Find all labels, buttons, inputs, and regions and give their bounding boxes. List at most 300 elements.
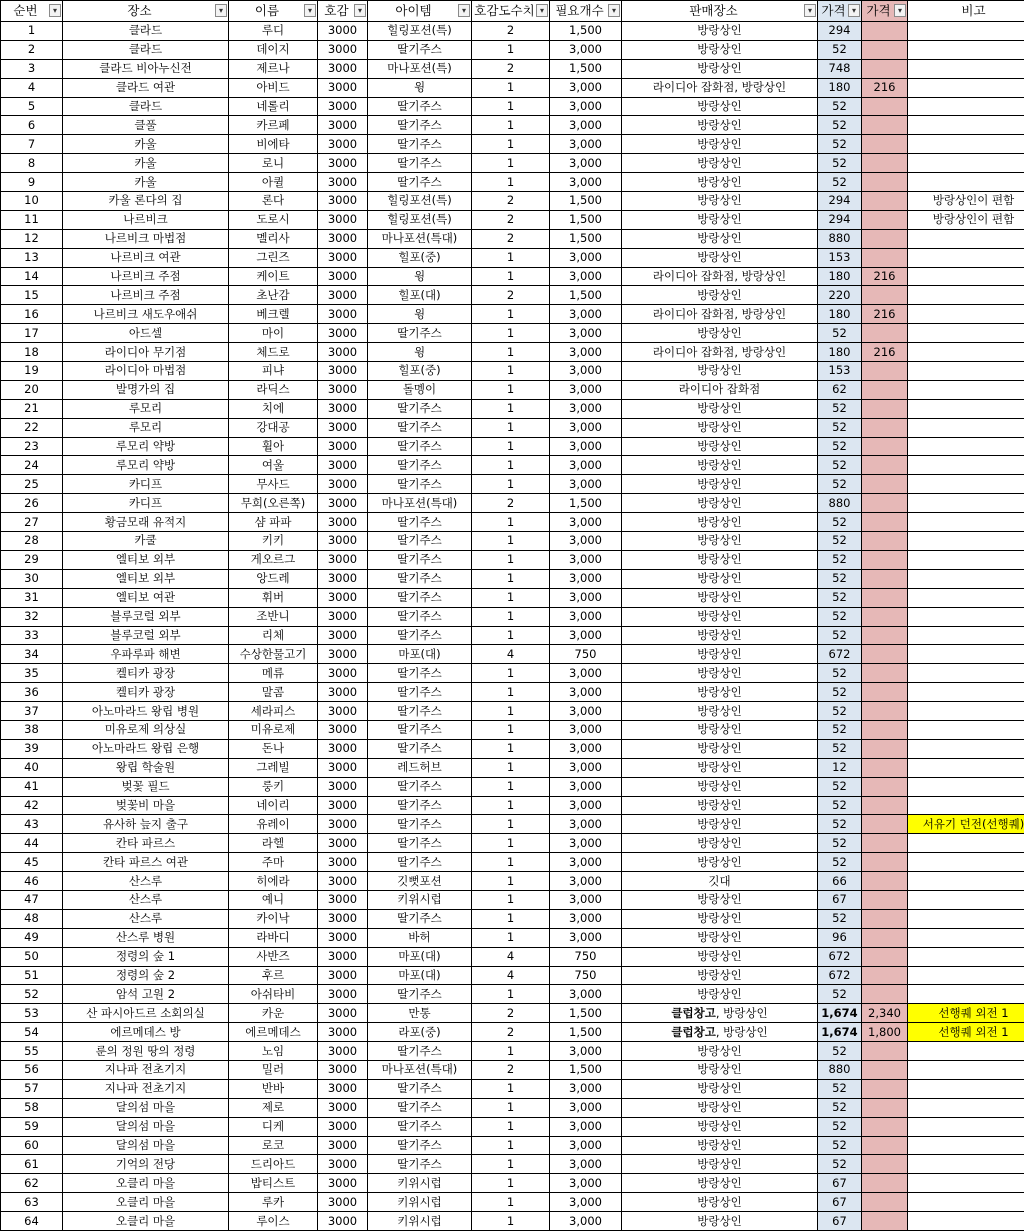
cell-place[interactable]: 정령의 숲 1 [63,947,229,966]
cell-name[interactable]: 리체 [229,626,318,645]
cell-sale-location[interactable]: 방랑상인 [622,437,818,456]
cell-seq[interactable]: 5 [1,97,63,116]
cell-item[interactable]: 마나포션(특대) [368,1060,472,1079]
cell-required-count[interactable]: 3,000 [550,815,622,834]
cell-price-2[interactable] [862,834,908,853]
cell-price-2[interactable] [862,1098,908,1117]
cell-seq[interactable]: 41 [1,777,63,796]
cell-sale-location[interactable]: 방랑상인 [622,626,818,645]
cell-sale-location[interactable]: 라이디아 잡화점 [622,380,818,399]
cell-required-count[interactable]: 1,500 [550,229,622,248]
cell-name[interactable]: 카이낙 [229,909,318,928]
cell-place[interactable]: 나르비크 주점 [63,267,229,286]
cell-seq[interactable]: 13 [1,248,63,267]
cell-item[interactable]: 딸기주스 [368,1155,472,1174]
cell-required-count[interactable]: 3,000 [550,78,622,97]
cell-note[interactable] [908,1155,1024,1174]
cell-note[interactable] [908,22,1024,41]
cell-item[interactable]: 윙 [368,343,472,362]
cell-affinity[interactable]: 3000 [318,985,368,1004]
cell-affinity[interactable]: 3000 [318,1023,368,1042]
cell-price-1[interactable]: 52 [818,475,862,494]
cell-item[interactable]: 힐포(대) [368,286,472,305]
cell-price-2[interactable] [862,1117,908,1136]
cell-price-1[interactable]: 52 [818,1155,862,1174]
cell-note[interactable] [908,683,1024,702]
cell-affinity-value[interactable]: 2 [472,1004,550,1023]
cell-place[interactable]: 나르비크 마법점 [63,229,229,248]
cell-affinity-value[interactable]: 1 [472,532,550,551]
cell-price-2[interactable] [862,116,908,135]
cell-price-2[interactable] [862,380,908,399]
cell-note[interactable] [908,1098,1024,1117]
cell-note[interactable] [908,97,1024,116]
cell-price-2[interactable] [862,40,908,59]
cell-item[interactable]: 힐링포션(특) [368,192,472,211]
cell-sale-location[interactable]: 방랑상인 [622,909,818,928]
cell-required-count[interactable]: 3,000 [550,890,622,909]
cell-seq[interactable]: 46 [1,872,63,891]
cell-price-2[interactable] [862,777,908,796]
cell-sale-location[interactable]: 방랑상인 [622,475,818,494]
cell-affinity[interactable]: 3000 [318,720,368,739]
cell-affinity-value[interactable]: 1 [472,248,550,267]
cell-price-1[interactable]: 52 [818,834,862,853]
cell-price-1[interactable]: 62 [818,380,862,399]
cell-note[interactable] [908,928,1024,947]
cell-place[interactable]: 벚꽃 필드 [63,777,229,796]
cell-price-1[interactable]: 52 [818,777,862,796]
cell-affinity-value[interactable]: 4 [472,645,550,664]
cell-price-1[interactable]: 52 [818,97,862,116]
cell-place[interactable]: 블루코럴 외부 [63,607,229,626]
cell-required-count[interactable]: 3,000 [550,1155,622,1174]
cell-required-count[interactable]: 3,000 [550,513,622,532]
cell-affinity[interactable]: 3000 [318,418,368,437]
cell-seq[interactable]: 39 [1,739,63,758]
cell-affinity[interactable]: 3000 [318,78,368,97]
cell-name[interactable]: 앙드레 [229,569,318,588]
cell-affinity-value[interactable]: 1 [472,758,550,777]
cell-place[interactable]: 나르비크 [63,210,229,229]
cell-required-count[interactable]: 3,000 [550,456,622,475]
cell-affinity-value[interactable]: 1 [472,664,550,683]
cell-name[interactable]: 사반즈 [229,947,318,966]
cell-affinity-value[interactable]: 2 [472,192,550,211]
cell-affinity-value[interactable]: 1 [472,513,550,532]
cell-price-2[interactable] [862,720,908,739]
cell-price-2[interactable] [862,664,908,683]
cell-place[interactable]: 카울 [63,135,229,154]
cell-place[interactable]: 산스루 [63,909,229,928]
cell-name[interactable]: 론다 [229,192,318,211]
cell-seq[interactable]: 38 [1,720,63,739]
cell-sale-location[interactable]: 라이디아 잡화점, 방랑상인 [622,267,818,286]
cell-affinity-value[interactable]: 1 [472,1212,550,1231]
cell-price-1[interactable]: 52 [818,324,862,343]
cell-required-count[interactable]: 3,000 [550,1136,622,1155]
cell-name[interactable]: 에르메데스 [229,1023,318,1042]
cell-required-count[interactable]: 3,000 [550,777,622,796]
cell-sale-location[interactable]: 방랑상인 [622,702,818,721]
cell-item[interactable]: 딸기주스 [368,588,472,607]
cell-required-count[interactable]: 3,000 [550,173,622,192]
cell-price-1[interactable]: 52 [818,1079,862,1098]
cell-affinity[interactable]: 3000 [318,437,368,456]
cell-place[interactable]: 엘티보 외부 [63,550,229,569]
cell-sale-location[interactable]: 방랑상인 [622,1174,818,1193]
cell-note[interactable] [908,513,1024,532]
cell-price-1[interactable]: 52 [818,437,862,456]
cell-note[interactable] [908,645,1024,664]
cell-note[interactable] [908,909,1024,928]
cell-sale-location[interactable]: 방랑상인 [622,1193,818,1212]
cell-note[interactable] [908,1079,1024,1098]
cell-affinity-value[interactable]: 1 [472,456,550,475]
filter-dropdown-icon[interactable]: ▾ [608,4,620,17]
cell-affinity-value[interactable]: 1 [472,683,550,702]
cell-price-1[interactable]: 52 [818,607,862,626]
cell-price-2[interactable] [862,399,908,418]
cell-note[interactable] [908,588,1024,607]
cell-place[interactable]: 카울 [63,154,229,173]
cell-price-2[interactable] [862,1060,908,1079]
cell-affinity[interactable]: 3000 [318,532,368,551]
cell-place[interactable]: 산스루 [63,872,229,891]
cell-place[interactable]: 클라드 여관 [63,78,229,97]
cell-note[interactable] [908,947,1024,966]
cell-required-count[interactable]: 3,000 [550,909,622,928]
cell-price-2[interactable] [862,210,908,229]
cell-price-2[interactable] [862,97,908,116]
cell-seq[interactable]: 34 [1,645,63,664]
filter-dropdown-icon[interactable]: ▾ [354,4,366,17]
cell-affinity-value[interactable]: 1 [472,626,550,645]
cell-note[interactable] [908,1042,1024,1061]
cell-affinity[interactable]: 3000 [318,229,368,248]
cell-affinity[interactable]: 3000 [318,494,368,513]
cell-seq[interactable]: 54 [1,1023,63,1042]
cell-item[interactable]: 라포(중) [368,1023,472,1042]
cell-required-count[interactable]: 3,000 [550,928,622,947]
cell-sale-location[interactable]: 방랑상인 [622,796,818,815]
cell-price-1[interactable]: 52 [818,569,862,588]
cell-affinity-value[interactable]: 1 [472,720,550,739]
cell-item[interactable]: 힐링포션(특) [368,22,472,41]
cell-price-1[interactable]: 52 [818,853,862,872]
cell-price-2[interactable] [862,890,908,909]
cell-price-2[interactable] [862,494,908,513]
cell-item[interactable]: 딸기주스 [368,1136,472,1155]
cell-name[interactable]: 카르페 [229,116,318,135]
cell-name[interactable]: 드리아드 [229,1155,318,1174]
cell-required-count[interactable]: 3,000 [550,758,622,777]
cell-name[interactable]: 주마 [229,853,318,872]
cell-price-1[interactable]: 67 [818,890,862,909]
cell-place[interactable]: 켈티카 광장 [63,664,229,683]
cell-price-1[interactable]: 52 [818,626,862,645]
cell-sale-location[interactable]: 방랑상인 [622,1098,818,1117]
cell-price-2[interactable] [862,1155,908,1174]
cell-sale-location[interactable]: 방랑상인 [622,456,818,475]
cell-sale-location[interactable]: 방랑상인 [622,192,818,211]
cell-sale-location[interactable]: 방랑상인 [622,1155,818,1174]
cell-required-count[interactable]: 3,000 [550,135,622,154]
cell-required-count[interactable]: 3,000 [550,267,622,286]
cell-seq[interactable]: 44 [1,834,63,853]
cell-seq[interactable]: 50 [1,947,63,966]
cell-note[interactable] [908,796,1024,815]
cell-price-2[interactable] [862,532,908,551]
cell-note[interactable] [908,720,1024,739]
cell-seq[interactable]: 43 [1,815,63,834]
cell-note[interactable] [908,343,1024,362]
cell-affinity[interactable]: 3000 [318,947,368,966]
cell-seq[interactable]: 4 [1,78,63,97]
cell-place[interactable]: 루모리 약방 [63,456,229,475]
cell-place[interactable]: 클라드 비아누신전 [63,59,229,78]
cell-place[interactable]: 달의섬 마을 [63,1117,229,1136]
cell-required-count[interactable]: 3,000 [550,418,622,437]
cell-affinity-value[interactable]: 1 [472,796,550,815]
cell-name[interactable]: 네이리 [229,796,318,815]
cell-price-1[interactable]: 52 [818,1136,862,1155]
cell-item[interactable]: 레드허브 [368,758,472,777]
cell-name[interactable]: 휠아 [229,437,318,456]
cell-seq[interactable]: 16 [1,305,63,324]
cell-item[interactable]: 키위시럽 [368,1174,472,1193]
cell-affinity-value[interactable]: 1 [472,853,550,872]
cell-price-1[interactable]: 52 [818,664,862,683]
cell-name[interactable]: 아퀼 [229,173,318,192]
cell-note[interactable] [908,1136,1024,1155]
cell-affinity-value[interactable]: 1 [472,607,550,626]
cell-affinity[interactable]: 3000 [318,248,368,267]
cell-item[interactable]: 딸기주스 [368,985,472,1004]
cell-affinity[interactable]: 3000 [318,40,368,59]
cell-affinity[interactable]: 3000 [318,1098,368,1117]
cell-price-1[interactable]: 67 [818,1212,862,1231]
cell-price-1[interactable]: 180 [818,305,862,324]
cell-place[interactable]: 발명가의 집 [63,380,229,399]
cell-required-count[interactable]: 1,500 [550,22,622,41]
cell-seq[interactable]: 53 [1,1004,63,1023]
cell-seq[interactable]: 27 [1,513,63,532]
cell-price-2[interactable] [862,135,908,154]
cell-sale-location[interactable]: 방랑상인 [622,739,818,758]
cell-note[interactable] [908,59,1024,78]
cell-required-count[interactable]: 3,000 [550,796,622,815]
cell-affinity-value[interactable]: 1 [472,1155,550,1174]
cell-price-2[interactable] [862,815,908,834]
cell-required-count[interactable]: 3,000 [550,324,622,343]
cell-place[interactable]: 황금모래 유적지 [63,513,229,532]
cell-place[interactable]: 오클리 마을 [63,1174,229,1193]
cell-price-1[interactable]: 52 [818,418,862,437]
cell-required-count[interactable]: 3,000 [550,1174,622,1193]
cell-required-count[interactable]: 3,000 [550,1042,622,1061]
cell-item[interactable]: 윙 [368,78,472,97]
cell-place[interactable]: 오클리 마을 [63,1193,229,1212]
cell-item[interactable]: 마나포션(특대) [368,229,472,248]
cell-affinity-value[interactable]: 1 [472,97,550,116]
cell-affinity-value[interactable]: 2 [472,229,550,248]
cell-place[interactable]: 우파루파 해변 [63,645,229,664]
cell-name[interactable]: 무사드 [229,475,318,494]
cell-name[interactable]: 말콤 [229,683,318,702]
cell-name[interactable]: 여울 [229,456,318,475]
cell-name[interactable]: 후르 [229,966,318,985]
cell-price-2[interactable] [862,173,908,192]
cell-place[interactable]: 산스루 [63,890,229,909]
cell-affinity-value[interactable]: 1 [472,569,550,588]
cell-required-count[interactable]: 1,500 [550,1060,622,1079]
cell-sale-location[interactable]: 방랑상인 [622,135,818,154]
cell-required-count[interactable]: 3,000 [550,550,622,569]
cell-name[interactable]: 라딕스 [229,380,318,399]
cell-required-count[interactable]: 3,000 [550,362,622,381]
cell-price-1[interactable]: 52 [818,135,862,154]
cell-affinity[interactable]: 3000 [318,588,368,607]
cell-required-count[interactable]: 3,000 [550,437,622,456]
cell-seq[interactable]: 24 [1,456,63,475]
cell-item[interactable]: 딸기주스 [368,532,472,551]
cell-affinity[interactable]: 3000 [318,305,368,324]
cell-item[interactable]: 딸기주스 [368,739,472,758]
cell-affinity-value[interactable]: 1 [472,324,550,343]
cell-price-2[interactable]: 216 [862,267,908,286]
cell-name[interactable]: 세라피스 [229,702,318,721]
cell-price-2[interactable] [862,22,908,41]
cell-note[interactable] [908,1193,1024,1212]
cell-affinity[interactable]: 3000 [318,890,368,909]
cell-sale-location[interactable]: 방랑상인 [622,569,818,588]
cell-price-2[interactable] [862,758,908,777]
cell-name[interactable]: 카운 [229,1004,318,1023]
cell-name[interactable]: 히에라 [229,872,318,891]
cell-seq[interactable]: 36 [1,683,63,702]
cell-note[interactable] [908,890,1024,909]
cell-required-count[interactable]: 3,000 [550,97,622,116]
cell-name[interactable]: 제로 [229,1098,318,1117]
cell-affinity-value[interactable]: 1 [472,739,550,758]
cell-item[interactable]: 딸기주스 [368,135,472,154]
cell-affinity-value[interactable]: 1 [472,343,550,362]
cell-note[interactable] [908,248,1024,267]
cell-place[interactable]: 엘티보 외부 [63,569,229,588]
cell-affinity[interactable]: 3000 [318,1136,368,1155]
cell-seq[interactable]: 18 [1,343,63,362]
cell-place[interactable]: 루모리 [63,418,229,437]
cell-price-1[interactable]: 12 [818,758,862,777]
cell-affinity[interactable]: 3000 [318,1117,368,1136]
cell-name[interactable]: 밥티스트 [229,1174,318,1193]
cell-place[interactable]: 정령의 숲 2 [63,966,229,985]
cell-note[interactable] [908,607,1024,626]
cell-affinity[interactable]: 3000 [318,267,368,286]
cell-required-count[interactable]: 1,500 [550,210,622,229]
cell-name[interactable]: 루이스 [229,1212,318,1231]
cell-item[interactable]: 딸기주스 [368,456,472,475]
cell-required-count[interactable]: 750 [550,966,622,985]
cell-seq[interactable]: 57 [1,1079,63,1098]
cell-price-1[interactable]: 153 [818,362,862,381]
cell-place[interactable]: 클라드 [63,97,229,116]
cell-item[interactable]: 힐포(중) [368,248,472,267]
cell-required-count[interactable]: 3,000 [550,248,622,267]
cell-seq[interactable]: 40 [1,758,63,777]
cell-name[interactable]: 샴 파파 [229,513,318,532]
cell-price-2[interactable]: 2,340 [862,1004,908,1023]
cell-place[interactable]: 달의섬 마을 [63,1098,229,1117]
cell-seq[interactable]: 56 [1,1060,63,1079]
cell-note[interactable]: 서유기 던전(선행퀘) [908,815,1024,834]
cell-sale-location[interactable]: 방랑상인 [622,59,818,78]
cell-seq[interactable]: 14 [1,267,63,286]
cell-price-1[interactable]: 52 [818,588,862,607]
cell-name[interactable]: 반바 [229,1079,318,1098]
cell-sale-location[interactable]: 방랑상인 [622,1117,818,1136]
cell-place[interactable]: 미유로제 의상실 [63,720,229,739]
cell-sale-location[interactable]: 방랑상인 [622,720,818,739]
cell-name[interactable]: 루디 [229,22,318,41]
cell-sale-location[interactable]: 방랑상인 [622,550,818,569]
filter-dropdown-icon[interactable]: ▾ [49,4,61,17]
cell-sale-location[interactable]: 방랑상인 [622,418,818,437]
cell-note[interactable] [908,40,1024,59]
cell-price-1[interactable]: 52 [818,1117,862,1136]
cell-item[interactable]: 키위시럽 [368,1193,472,1212]
cell-item[interactable]: 마포(대) [368,947,472,966]
cell-price-1[interactable]: 52 [818,909,862,928]
cell-place[interactable]: 산스루 병원 [63,928,229,947]
cell-affinity-value[interactable]: 1 [472,418,550,437]
cell-price-2[interactable] [862,683,908,702]
cell-affinity-value[interactable]: 1 [472,777,550,796]
cell-affinity-value[interactable]: 1 [472,815,550,834]
cell-price-1[interactable]: 52 [818,532,862,551]
cell-affinity-value[interactable]: 2 [472,59,550,78]
cell-sale-location[interactable]: 방랑상인 [622,834,818,853]
cell-price-1[interactable]: 66 [818,872,862,891]
cell-price-1[interactable]: 880 [818,1060,862,1079]
cell-price-2[interactable] [862,645,908,664]
cell-price-1[interactable]: 180 [818,343,862,362]
cell-price-2[interactable]: 216 [862,343,908,362]
cell-seq[interactable]: 62 [1,1174,63,1193]
cell-seq[interactable]: 10 [1,192,63,211]
cell-affinity-value[interactable]: 1 [472,267,550,286]
cell-seq[interactable]: 33 [1,626,63,645]
cell-note[interactable] [908,305,1024,324]
cell-name[interactable]: 라헬 [229,834,318,853]
cell-sale-location[interactable]: 방랑상인 [622,966,818,985]
cell-sale-location[interactable]: 라이디아 잡화점, 방랑상인 [622,343,818,362]
cell-affinity-value[interactable]: 1 [472,1193,550,1212]
cell-seq[interactable]: 15 [1,286,63,305]
cell-note[interactable] [908,116,1024,135]
cell-affinity-value[interactable]: 1 [472,135,550,154]
cell-affinity[interactable]: 3000 [318,513,368,532]
cell-name[interactable]: 강대공 [229,418,318,437]
cell-item[interactable]: 딸기주스 [368,683,472,702]
cell-price-2[interactable] [862,362,908,381]
cell-required-count[interactable]: 1,500 [550,59,622,78]
cell-required-count[interactable]: 3,000 [550,154,622,173]
cell-seq[interactable]: 1 [1,22,63,41]
cell-name[interactable]: 그레빌 [229,758,318,777]
cell-affinity[interactable]: 3000 [318,872,368,891]
